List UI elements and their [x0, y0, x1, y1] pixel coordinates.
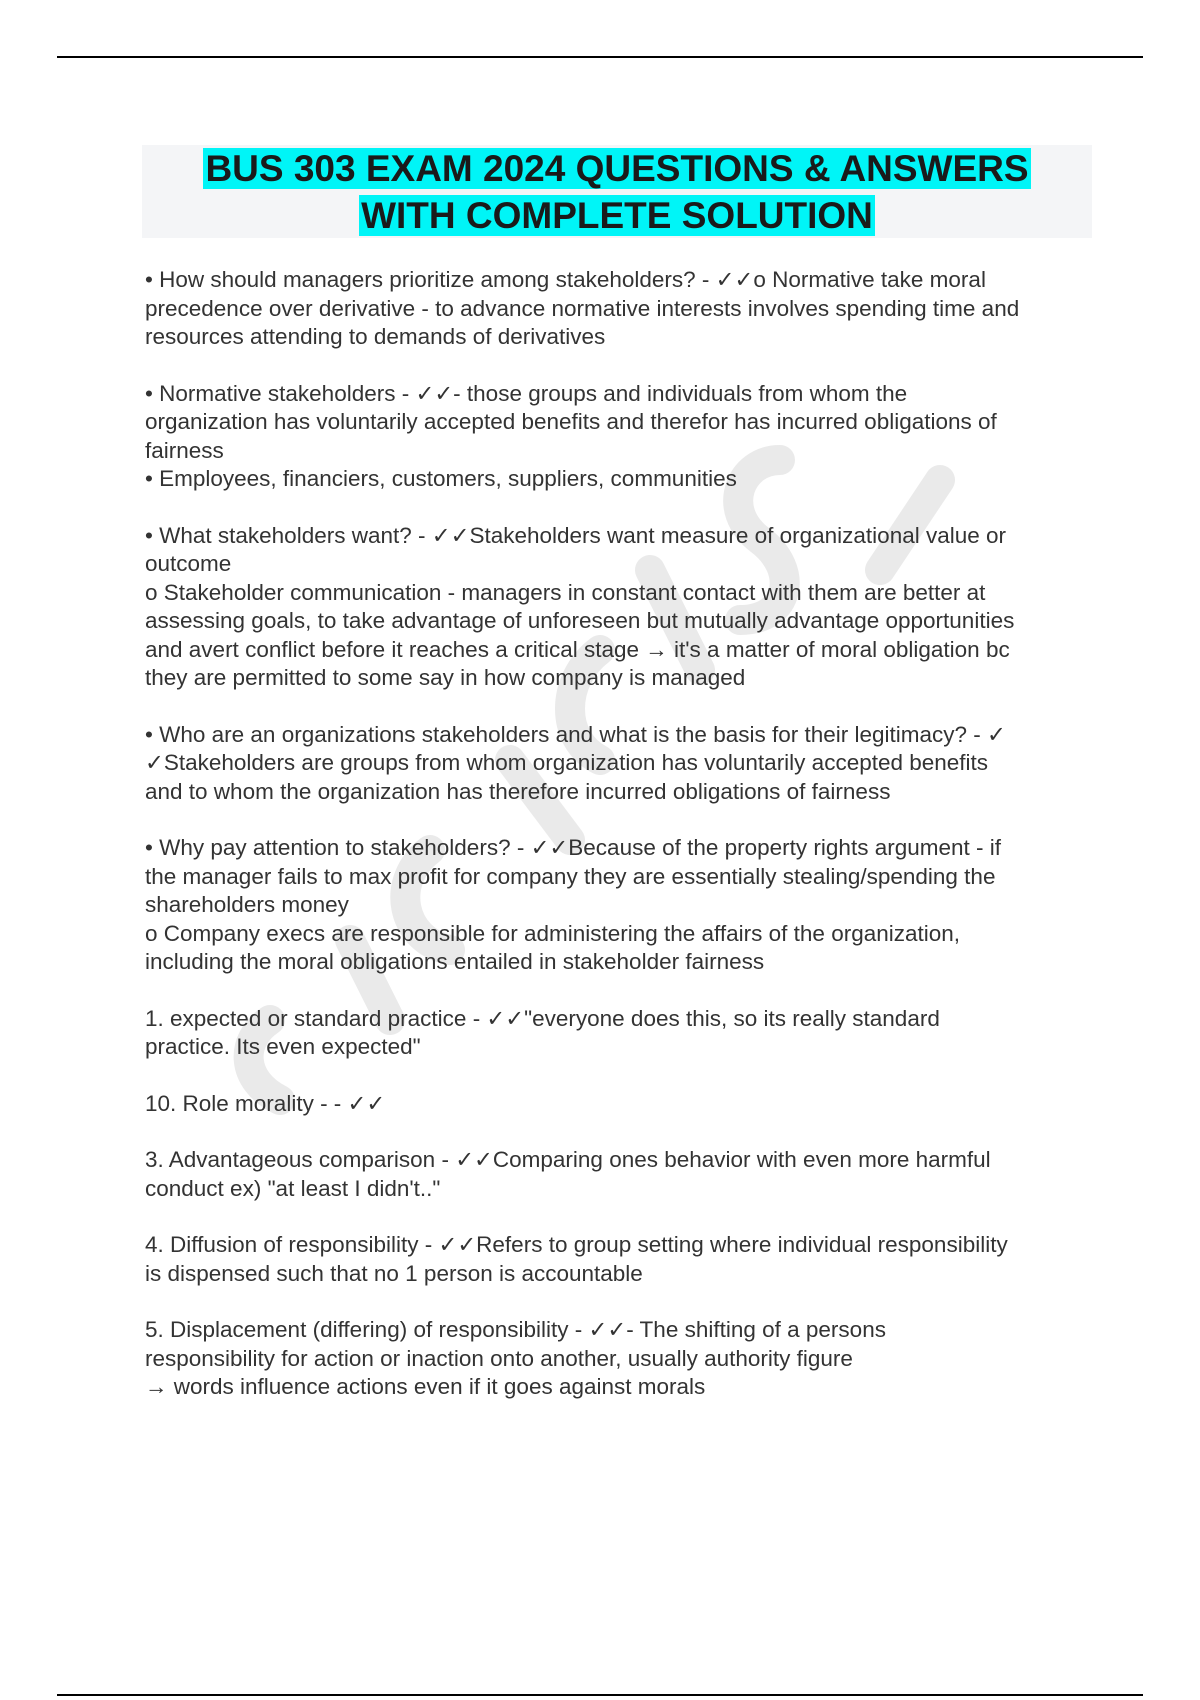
text-line: • Who are an organizations stakeholders and what is the basis for their legitimacy? - ✓ — [145, 721, 1006, 747]
qa-item-advantageous-comparison — [145, 1146, 1095, 1203]
text-line: is dispensed such that no 1 person is accountable — [145, 1260, 643, 1286]
text-line: and avert conflict before it reaches a critical stage → it's a matter of moral obligation bc — [145, 636, 1010, 662]
text-line: o Stakeholder communication - managers in constant contact with them are better at — [145, 579, 986, 605]
text-line: and to whom the organization has therefore incurred obligations of fairness — [145, 778, 891, 804]
text-line: responsibility for action or inaction onto another, usually authority figure — [145, 1345, 853, 1371]
text-line: the manager fails to max profit for company they are essentially stealing/spending the — [145, 863, 996, 889]
qa-item-diffusion-responsibility — [145, 1231, 1095, 1288]
text-line: 5. Displacement (differing) of responsibility - ✓✓- The shifting of a persons — [145, 1317, 886, 1342]
document-title — [142, 145, 1092, 238]
top-rule — [57, 56, 1143, 58]
text-line: 3. Advantageous comparison - ✓✓Comparing ones behavior with even more harmful — [145, 1147, 991, 1172]
qa-item-role-morality — [145, 1090, 1095, 1119]
bottom-rule — [57, 1694, 1143, 1696]
title-line-1: BUS 303 EXAM 2024 QUESTIONS & ANSWERS — [205, 148, 1029, 189]
text-line: fairness — [145, 437, 224, 463]
text-line: outcome — [145, 551, 232, 576]
text-line: o Company execs are responsible for administering the affairs of the organization, — [145, 920, 961, 946]
text-line: • Why pay attention to stakeholders? - ✓✓Because of the property rights argument - if — [145, 835, 1001, 860]
text-line: practice. Its even expected" — [145, 1034, 421, 1059]
text-line: conduct ex) "at least I didn't.." — [145, 1175, 441, 1201]
text-line: organization has voluntarily accepted benefits and therefor has incurred obligations of — [145, 409, 997, 434]
text-line: ✓Stakeholders are groups from whom organization has voluntarily accepted benefits — [145, 750, 989, 775]
text-line: • How should managers prioritize among stakeholders? - ✓✓o Normative take moral — [145, 267, 986, 292]
qa-item-stakeholder-legitimacy — [145, 721, 1095, 807]
document-body — [145, 266, 1095, 1430]
text-line: • What stakeholders want? - ✓✓Stakeholders want measure of organizational value or — [145, 522, 1007, 548]
qa-item-stakeholders-want — [145, 522, 1095, 693]
text-line: • Normative stakeholders - ✓✓- those groups and individuals from whom the — [145, 380, 908, 406]
qa-item-normative-stakeholders — [145, 380, 1095, 494]
text-line: including the moral obligations entailed in stakeholder fairness — [145, 949, 765, 974]
qa-item-displacement-responsibility — [145, 1316, 1095, 1402]
title-line-2: WITH COMPLETE SOLUTION — [361, 195, 873, 236]
text-line: → words influence actions even if it goes against morals — [145, 1374, 706, 1399]
text-line: • Employees, financiers, customers, suppliers, communities — [145, 466, 737, 491]
text-line: resources attending to demands of derivatives — [145, 324, 606, 349]
text-line: 1. expected or standard practice - ✓✓"everyone does this, so its really standard — [145, 1005, 940, 1031]
text-line: 10. Role morality - - ✓✓ — [145, 1090, 386, 1116]
qa-item-why-pay-attention — [145, 834, 1095, 977]
text-line: precedence over derivative - to advance normative interests involves spending time and — [145, 295, 1020, 321]
text-line: 4. Diffusion of responsibility - ✓✓Refers to group setting where individual responsibility — [145, 1232, 1008, 1257]
qa-item-expected-practice — [145, 1005, 1095, 1062]
text-line: they are permitted to some say in how company is managed — [145, 665, 746, 690]
qa-item-prioritize-stakeholders — [145, 266, 1095, 352]
text-line: assessing goals, to take advantage of unforeseen but mutually advantage opportunities — [145, 608, 1015, 633]
text-line: shareholders money — [145, 892, 349, 917]
